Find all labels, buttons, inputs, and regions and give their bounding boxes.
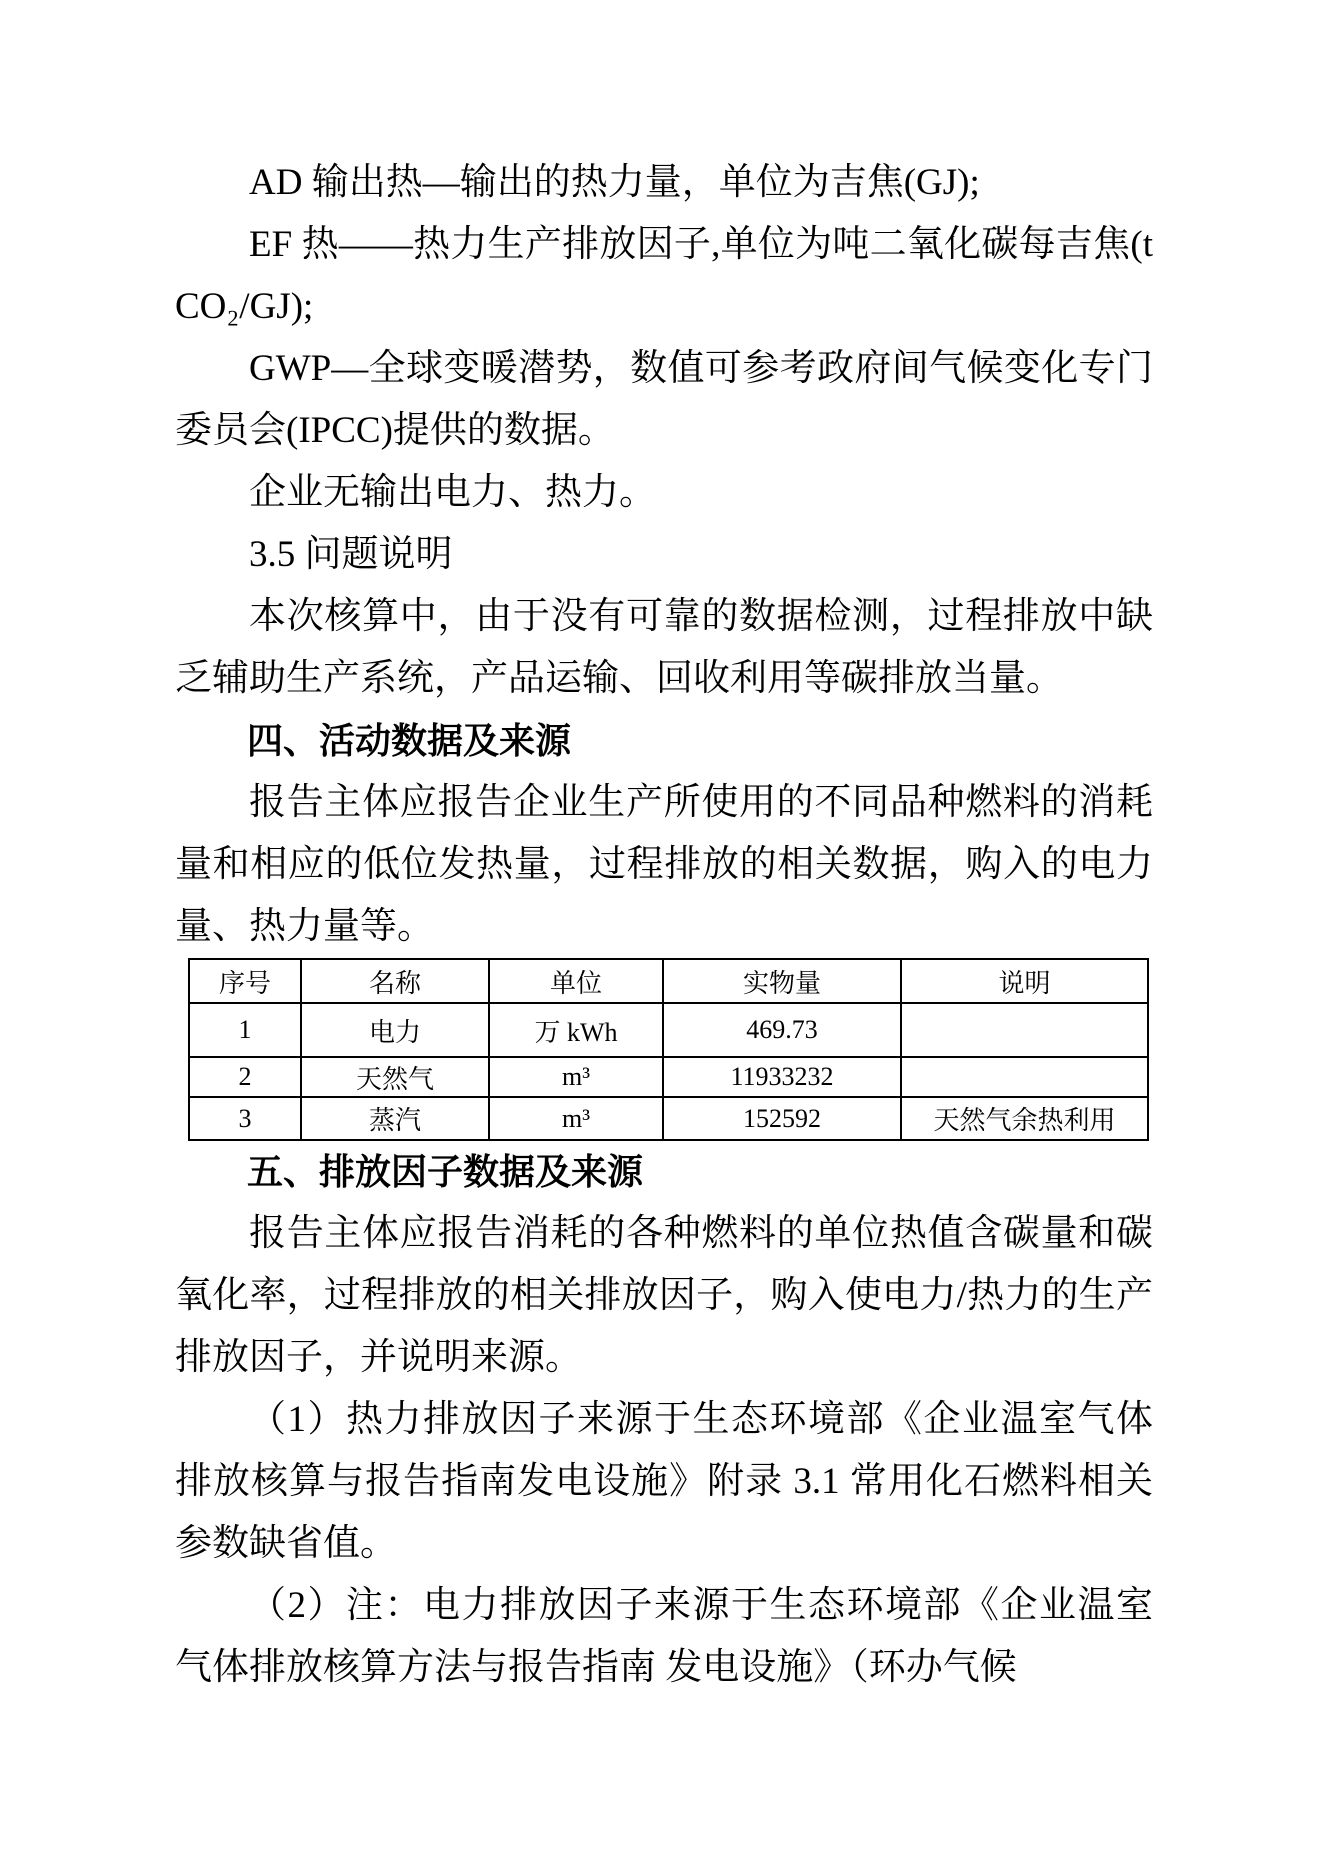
table-cell: 11933232 (663, 1057, 901, 1097)
para-note-1: （1）热力排放因子来源于生态环境部《企业温室气体排放核算与报告指南发电设施》附录 3.1 常用化石燃料相关参数缺省值。 (175, 1399, 1153, 1564)
table-row (189, 1097, 1148, 1140)
table-header-row (189, 959, 1148, 1003)
table-cell: 天然气 (301, 1057, 489, 1097)
table-header-cell: 单位 (489, 959, 663, 1003)
table-row (189, 1003, 1148, 1057)
para-activity-data-intro: 报告主体应报告企业生产所使用的不同品种燃料的消耗量和相应的低位发热量，过程排放的相关数据，购入的电力量、热力量等。 (175, 782, 1153, 947)
table-cell: 469.73 (663, 1003, 901, 1057)
table-cell: 152592 (663, 1097, 901, 1140)
table-cell: 电力 (301, 1003, 489, 1057)
table-header-cell: 名称 (301, 959, 489, 1003)
table-cell: 1 (189, 1003, 301, 1057)
heading-section-5: 五、排放因子数据及来源 (247, 1151, 644, 1192)
table-cell (901, 1003, 1148, 1057)
table-cell: 万 kWh (489, 1003, 663, 1057)
table-cell: 蒸汽 (301, 1097, 489, 1140)
para-ef-definition: EF 热——热力生产排放因子,单位为吨二氧化碳每吉焦(tCO₂/GJ); (175, 224, 1153, 327)
page-content (175, 152, 1153, 1699)
table-cell: 2 (189, 1057, 301, 1097)
para-issue-description: 本次核算中，由于没有可靠的数据检测，过程排放中缺乏辅助生产系统，产品运输、回收利用等碳排放当量。 (175, 596, 1153, 699)
para-gwp-definition: GWP—全球变暖潜势，数值可参考政府间气候变化专门委员会(IPCC)提供的数据。 (175, 348, 1153, 451)
table-cell: 天然气余热利用 (901, 1097, 1148, 1140)
table-header-cell: 序号 (189, 959, 301, 1003)
heading-section-4: 四、活动数据及来源 (247, 720, 572, 761)
table-cell: m³ (489, 1097, 663, 1140)
table-cell: 3 (189, 1097, 301, 1140)
table-row (189, 1057, 1148, 1097)
table-cell (901, 1057, 1148, 1097)
para-emission-factor-intro: 报告主体应报告消耗的各种燃料的单位热值含碳量和碳氧化率，过程排放的相关排放因子，购入使电力/热力的生产排放因子，并说明来源。 (175, 1213, 1153, 1378)
activity-data-table (188, 958, 1149, 1141)
para-no-output: 企业无输出电力、热力。 (249, 472, 656, 513)
para-note-2: （2）注：电力排放因子来源于生态环境部《企业温室气体排放核算方法与报告指南 发电设施》（环办气候 (175, 1585, 1153, 1688)
para-section-3-5-heading: 3.5 问题说明 (249, 534, 453, 575)
table-header-cell: 实物量 (663, 959, 901, 1003)
table-header-cell: 说明 (901, 959, 1148, 1003)
para-ad-definition: AD 输出热—输出的热力量，单位为吉焦(GJ); (249, 162, 980, 203)
table-cell: m³ (489, 1057, 663, 1097)
